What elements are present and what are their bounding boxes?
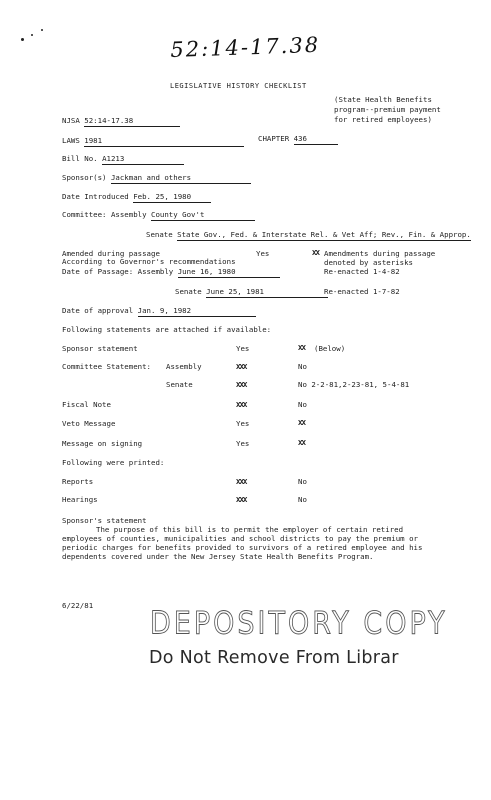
passage-senate-value: June 25, 1981 bbox=[206, 288, 328, 298]
amended-marker: XX bbox=[312, 248, 319, 257]
veto-message-label: Veto Message bbox=[62, 419, 116, 428]
date-of-passage-assembly bbox=[62, 268, 280, 278]
governor-recommendations-label: According to Governor's recommendations bbox=[62, 257, 236, 266]
reports-no: No bbox=[298, 477, 307, 486]
bill-value: A1213 bbox=[102, 155, 184, 165]
committee-statement-senate: Senate bbox=[166, 380, 193, 389]
hearings-yes: XXX bbox=[236, 495, 247, 504]
committee-statement-label: Committee Statement: bbox=[62, 362, 151, 371]
scan-speck bbox=[21, 38, 24, 41]
sponsor-statement-note: (Below) bbox=[314, 344, 346, 353]
passage-senate-label: Senate bbox=[175, 287, 202, 296]
committee-assembly-field bbox=[62, 211, 255, 221]
laws-field bbox=[62, 137, 244, 147]
footer-date: 6/22/81 bbox=[62, 601, 94, 610]
passage-assembly-value: June 16, 1980 bbox=[178, 268, 280, 278]
subject-note-line-1: (State Health Benefits bbox=[334, 95, 432, 104]
reports-label: Reports bbox=[62, 477, 94, 486]
committee-assembly-no: No bbox=[298, 362, 307, 371]
date-introduced-value: Feb. 25, 1980 bbox=[133, 193, 211, 203]
scan-speck bbox=[31, 34, 33, 36]
date-of-approval-label: Date of approval bbox=[62, 306, 134, 315]
committee-senate-yes: XXX bbox=[236, 380, 247, 389]
bill-label: Bill No. bbox=[62, 154, 98, 163]
hearings-label: Hearings bbox=[62, 495, 98, 504]
attached-statements-heading: Following statements are attached if available: bbox=[62, 325, 272, 334]
message-on-signing-yes: Yes bbox=[236, 439, 250, 448]
njsa-field bbox=[62, 117, 180, 127]
sponsor-statement-body: The purpose of this bill is to permit the employer of certain retired employees of counties, municipalities and school districts to pay the premium or periodic charges for benefits provided to survivors of a retired employee and his dependents covered under the New Jersey State Health Benefits Program. bbox=[62, 525, 423, 561]
committee-label: Committee: Assembly bbox=[62, 210, 147, 219]
passage-assembly-label: Assembly bbox=[137, 267, 174, 276]
committee-senate-label: Senate bbox=[146, 230, 173, 239]
handwritten-statute-number: 52:14-17.38 bbox=[170, 32, 321, 62]
chapter-field bbox=[258, 135, 338, 145]
message-on-signing-label: Message on signing bbox=[62, 439, 143, 448]
veto-message-no: XX bbox=[298, 418, 305, 427]
subject-note-line-3: for retired employees) bbox=[334, 115, 432, 124]
amendments-note-line-2: denoted by asterisks bbox=[324, 258, 413, 267]
reports-yes: XXX bbox=[236, 477, 247, 486]
subject-note-line-2: program--premium payment bbox=[334, 105, 441, 114]
sponsor-statement-heading: Sponsor's statement bbox=[62, 516, 147, 525]
laws-label: LAWS bbox=[62, 136, 80, 145]
chapter-value: 436 bbox=[294, 135, 338, 145]
fiscal-note-label: Fiscal Note bbox=[62, 400, 111, 409]
sponsor-field bbox=[62, 174, 251, 184]
fiscal-note-yes: XXX bbox=[236, 400, 247, 409]
committee-statement-assembly: Assembly bbox=[166, 362, 202, 371]
committee-senate-field bbox=[146, 231, 471, 241]
committee-assembly-value: County Gov't bbox=[151, 211, 255, 221]
date-of-approval-field bbox=[62, 307, 256, 317]
hearings-no: No bbox=[298, 495, 307, 504]
committee-senate-no: No 2-2-81,2-23-81, 5-4-81 bbox=[298, 380, 410, 389]
date-of-passage-label: Date of Passage: bbox=[62, 267, 134, 276]
laws-value: 1981 bbox=[84, 137, 244, 147]
reenacted-2: Re-enacted 1-7-82 bbox=[324, 287, 400, 296]
sponsor-label: Sponsor(s) bbox=[62, 173, 107, 182]
message-on-signing-no: XX bbox=[298, 438, 305, 447]
sponsor-value: Jackman and others bbox=[111, 174, 251, 184]
committee-senate-value: State Gov., Fed. & Interstate Rel. & Vet Aff; Rev., Fin. & Approp. bbox=[177, 230, 471, 239]
sponsor-statement-label: Sponsor statement bbox=[62, 344, 138, 353]
sponsor-statement-yes: Yes bbox=[236, 344, 250, 353]
bill-number-field bbox=[62, 155, 184, 165]
njsa-label: NJSA bbox=[62, 116, 80, 125]
veto-message-yes: Yes bbox=[236, 419, 250, 428]
sponsor-statement-no: XX bbox=[298, 343, 305, 352]
committee-assembly-yes: XXX bbox=[236, 362, 247, 371]
depository-copy-stamp: DEPOSITORY COPY bbox=[150, 606, 448, 642]
njsa-value: 52:14-17.38 bbox=[84, 117, 180, 127]
do-not-remove-stamp: Do Not Remove From Librar bbox=[149, 648, 399, 668]
fiscal-note-no: No bbox=[298, 400, 307, 409]
page-title: LEGISLATIVE HISTORY CHECKLIST bbox=[170, 82, 307, 90]
amendments-note-line-1: Amendments during passage bbox=[324, 249, 436, 258]
chapter-label: CHAPTER bbox=[258, 134, 290, 143]
amended-label: Amended during passage bbox=[62, 249, 160, 258]
printed-heading: Following were printed: bbox=[62, 458, 165, 467]
date-introduced-field bbox=[62, 193, 211, 203]
scan-speck bbox=[41, 29, 43, 31]
date-of-approval-value: Jan. 9, 1982 bbox=[138, 307, 256, 317]
reenacted-1: Re-enacted 1-4-82 bbox=[324, 267, 400, 276]
date-introduced-label: Date Introduced bbox=[62, 192, 129, 201]
date-of-passage-senate bbox=[175, 288, 328, 298]
amended-yes: Yes bbox=[256, 249, 270, 258]
